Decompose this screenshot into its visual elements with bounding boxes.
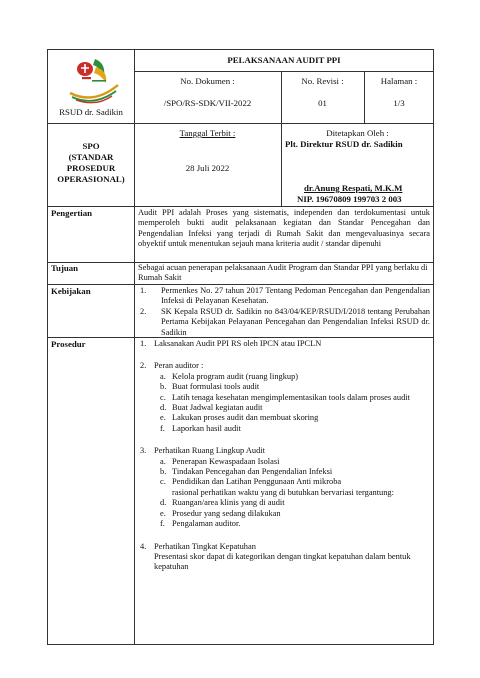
issue-date-label-text: Tanggal Terbit :	[179, 128, 236, 138]
sub-text: Pengalaman auditor.	[172, 519, 241, 529]
tujuan-label: Tujuan	[51, 263, 79, 273]
sub-item	[160, 498, 430, 508]
sub-text: Lakukan proses audit dan membuat skoring	[172, 413, 319, 423]
page-label: Halaman :	[380, 76, 418, 86]
director-nip: NIP. 19670809 199703 2 003	[297, 194, 402, 204]
sub-letter: e.	[160, 413, 166, 423]
step-number: 3.	[140, 446, 147, 456]
kebijakan-list	[138, 286, 430, 338]
procedure-step	[138, 446, 430, 529]
procedure-step	[138, 339, 430, 349]
prosedur-list	[138, 339, 430, 573]
step-text: Laksanakan Audit PPI RS oleh IPCN atau IPCLN	[154, 339, 322, 348]
sub-item	[160, 403, 430, 413]
sub-letter: b.	[160, 382, 167, 392]
sub-item	[160, 382, 430, 392]
list-text: SK Kepala RSUD dr. Sadikin no 843/04/KEP/RSUD/I/2018 tentang Perubahan Pertama Kebijakan Pelayanan Pencegahan dan Pengendalian Infeksi RSUD dr. Sadikin	[161, 306, 430, 337]
step-number: 4.	[140, 541, 147, 551]
sub-letter: c.	[160, 392, 166, 402]
sub-text: Buat Jadwal kegiatan audit	[172, 403, 263, 413]
sub-text: Latih tenaga kesehatan mengimplementasikan tools dalam proses audit	[172, 392, 410, 402]
procedure-step	[138, 542, 430, 573]
revision-label: No. Revisi :	[301, 76, 344, 86]
table-line	[47, 123, 434, 124]
kebijakan-label: Kebijakan	[51, 286, 91, 296]
list-number: 1.	[140, 286, 147, 295]
sub-item	[160, 477, 430, 487]
sub-item	[160, 424, 430, 434]
procedure-step	[138, 361, 430, 434]
step-number: 1.	[140, 339, 147, 348]
list-item	[138, 307, 430, 338]
sub-item	[160, 509, 430, 519]
sub-letter: f.	[160, 423, 165, 433]
sub-letter: c.	[160, 477, 166, 487]
sub-item	[160, 457, 430, 467]
step-text: Perhatikan Ruang Lingkup Audit	[154, 446, 265, 456]
step-number: 2.	[140, 361, 147, 371]
table-border-bottom	[47, 644, 434, 645]
sub-text: Ruangan/area klinis yang di audit	[172, 498, 285, 508]
pengertian-text: Audit PPI adalah Proses yang sistematis, independen dan terdokumentasi untuk memperoleh bukti audit pelaksanaan kegiatan dan Standar Pencegahan dan Pengendalian Infeksi yang terjadi di Rumah Sakit dan mengevaluasinya secara obyektif untuk menentukan sejauh mana kriteria audit / standar dipenuhi	[138, 208, 430, 249]
hospital-logo-icon	[66, 55, 122, 105]
sub-note: rasional perhatikan waktu yang di butuhkan bervariasi tergantung:	[172, 487, 394, 497]
table-border-left	[47, 49, 48, 644]
doc-number-value: /SPO/RS-SDK/VII-2022	[163, 98, 252, 108]
sub-letter: d.	[160, 498, 167, 508]
sub-item	[160, 467, 430, 477]
logo-caption: RSUD dr. Sadikin	[59, 107, 123, 117]
document-title: PELAKSANAAN AUDIT PPI	[227, 55, 341, 65]
pengertian-label: Pengertian	[51, 208, 93, 218]
director-name	[304, 183, 432, 194]
sub-text: Prosedur yang sedang dilakukan	[172, 508, 281, 518]
spo-label	[48, 141, 134, 185]
step-description: Presentasi skor dapat di kategorikan dengan tingkat kepatuhan dalam bentuk kepatuhan	[154, 551, 411, 572]
sub-text: Kelola program audit (ruang lingkup)	[172, 371, 299, 381]
step-text: Perhatikan Tingkat Kepatuhan	[154, 541, 256, 551]
sub-text: Buat formulasi tools audit	[172, 382, 260, 392]
table-line	[47, 206, 434, 207]
set-by-label: Ditetapkan Oleh :	[326, 128, 389, 138]
spo-line: (STANDAR	[68, 152, 114, 162]
revision-value: 01	[318, 98, 327, 108]
sub-list	[160, 457, 430, 530]
hospital-logo	[66, 55, 122, 105]
sub-item	[160, 393, 430, 403]
table-line	[134, 71, 434, 72]
director-title: Plt. Direktur RSUD dr. Sadikin	[285, 139, 403, 149]
prosedur-label: Prosedur	[51, 339, 86, 349]
sub-text: Laporkan hasil audit	[172, 423, 241, 433]
sub-letter: a.	[160, 456, 166, 466]
sub-letter: a.	[160, 371, 166, 381]
list-text: Permenkes No. 27 tahun 2017 Tentang Pedoman Pencegahan dan Pengendalian Infeksi di Pelayanan Kesehatan.	[161, 286, 430, 306]
sub-letter: e.	[160, 508, 166, 518]
sub-item	[160, 413, 430, 423]
sub-letter: d.	[160, 403, 167, 413]
page-value: 1/3	[393, 98, 405, 108]
sub-item	[160, 519, 430, 529]
doc-number-label: No. Dokumen :	[180, 76, 235, 86]
table-border-top	[47, 49, 434, 50]
issue-date-value: 28 Juli 2022	[185, 163, 230, 173]
sub-item	[160, 372, 430, 382]
sub-letter: b.	[160, 467, 167, 477]
sub-text: Tindakan Pencegahan dan Pengendalian Infeksi	[172, 467, 333, 477]
issue-date-label	[134, 128, 281, 139]
spo-line: SPO	[82, 141, 100, 151]
table-line	[47, 284, 434, 285]
spo-line: PROSEDUR	[66, 163, 116, 173]
sub-text: Pendidikan dan Latihan Penggunaan Anti mikroba	[172, 477, 342, 487]
step-text: Peran auditor :	[154, 361, 204, 371]
list-item	[138, 286, 430, 307]
tujuan-text: Sebagai acuan penerapan pelaksanaan Audit Program dan Standar PPI yang berlaku di Rumah Sakit	[138, 263, 428, 283]
director-name-text: dr.Anung Respati, M.K.M	[304, 183, 403, 193]
list-number: 2.	[140, 306, 147, 316]
sub-letter: f.	[160, 519, 165, 529]
spo-line: OPERASIONAL)	[57, 174, 125, 184]
sub-text: Penerapan Kewaspadaan Isolasi	[172, 456, 280, 466]
sub-list	[160, 372, 430, 434]
